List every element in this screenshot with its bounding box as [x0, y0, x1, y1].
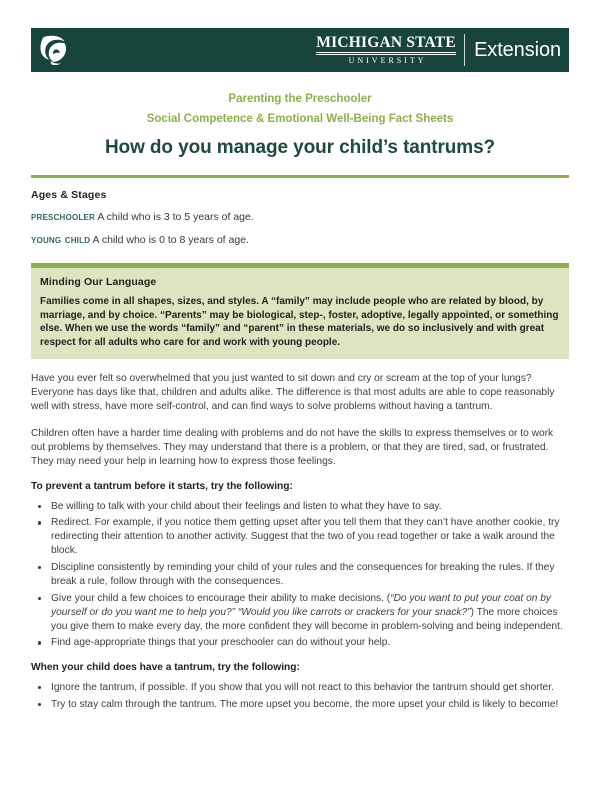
- series-title: Parenting the Preschooler: [228, 93, 372, 105]
- prevent-tantrum-list: [31, 500, 569, 651]
- ages-stages-heading: Ages & Stages: [31, 188, 107, 201]
- prevent-tantrum-lead-in: To prevent a tantrum before it starts, try the following:: [31, 480, 293, 492]
- wordmark-line-michigan-state: MICHIGAN STATE: [316, 34, 456, 52]
- msu-wordmark: [316, 33, 563, 67]
- list-item: Try to stay calm through the tantrum. The more upset you become, the more upset your child is likely to become!: [31, 698, 569, 712]
- minding-our-language-body: Families come in all shapes, sizes, and styles. A “family” may include people who are related by blood, by marriage, and by choice. “Parents” may be biological, step-, foster, adoptive, legally appointed, or something else. When we use the words “family” and “parent” in these materials, we do so inclusively and with great respect for all adults who care for and work with young people.: [40, 296, 559, 348]
- wordmark-unit-extension: Extension: [474, 39, 561, 61]
- msu-wordmark-text: [316, 35, 464, 65]
- definition-preschooler: [31, 210, 569, 225]
- list-item: Find age-appropriate things that your preschooler can do without your help.: [31, 636, 569, 650]
- list-item: Redirect. For example, if you notice them getting upset after you tell them that they can’t have another cookie, try redirecting their attention to another activity. Suggest that the two of you read together or take a walk around the block.: [31, 516, 569, 558]
- minding-our-language-title: Minding Our Language: [40, 276, 157, 289]
- during-tantrum-lead-in: When your child does have a tantrum, try the following:: [31, 662, 300, 674]
- list-item: Be willing to talk with your child about their feelings and listen to what they have to say.: [31, 500, 569, 514]
- list-item: Ignore the tantrum, if possible. If you show that you will not react to this behavior the tantrum should get shorter.: [31, 681, 569, 695]
- minding-our-language-callout: [31, 263, 569, 359]
- definition-preschooler-text: A child who is 3 to 5 years of age.: [97, 210, 254, 223]
- choices-quote-2: “Would you like carrots or crackers for your snack?”: [237, 606, 471, 618]
- intro-paragraph-1: Have you ever felt so overwhelmed that you just wanted to sit down and cry or scream at the top of your lungs? Everyone has days like that, children and adults alike. The difference is that most adults are able to cope reasonably well with stress, have more self-control, and can find ways to solve problems without having a tantrum.: [31, 373, 555, 413]
- fact-sheet-page: [0, 28, 600, 806]
- term-preschooler: preschooler: [31, 210, 95, 223]
- spartan-helmet-icon: [38, 34, 68, 66]
- definition-young-child-text: A child who is 0 to 8 years of age.: [92, 234, 249, 247]
- title-divider-rule: [31, 175, 569, 178]
- definition-young-child: [31, 233, 569, 248]
- choices-part-2: ) The more choices you give them to make every day, the more confident they will become in problem-solving and being independent.: [51, 606, 563, 632]
- title-block: [31, 92, 569, 159]
- choices-quote-1: “Do you want to put your coat on by yourself or do you want me to help you?”: [51, 592, 552, 618]
- term-young-child: young child: [31, 234, 91, 247]
- intro-paragraph-2: Children often have a harder time dealing with problems and do not have the skills to express themselves or to work out problems by themselves. They may understand that there is a problem, or that they are tired, sad, or frustrated. They may need your help in learning how to express those feelings.: [31, 428, 554, 467]
- page-title: How do you manage your child’s tantrums?: [104, 137, 496, 159]
- msu-extension-masthead: [31, 28, 569, 72]
- wordmark-line-university: UNIVERSITY: [316, 54, 456, 65]
- list-item: Discipline consistently by reminding your child of your rules and the consequences for breaking the rules. If they break a rule, follow through with the consequences.: [31, 561, 569, 589]
- choices-part-1: Give your child a few choices to encourage their ability to make decisions. (: [51, 592, 391, 604]
- during-tantrum-list: [31, 681, 569, 712]
- list-item-choices: [31, 592, 569, 634]
- series-subtitle: Social Competence & Emotional Well-Being Fact Sheets: [146, 112, 454, 125]
